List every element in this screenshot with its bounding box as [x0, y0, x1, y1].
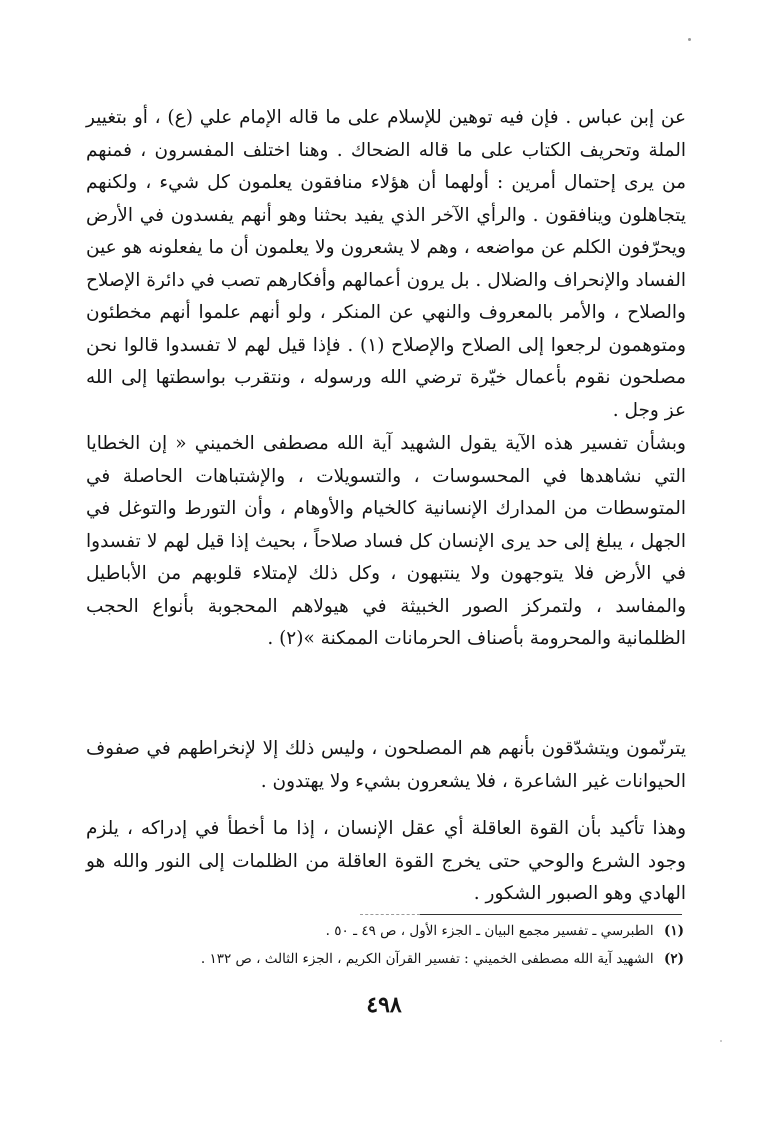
footnote-text: الشهيد آية الله مصطفى الخميني : تفسير القرآن الكريم ، الجزء الثالث ، ص ١٣٢ . [200, 951, 654, 967]
scan-speck [688, 38, 691, 41]
paragraph-1: عن إبن عباس . فإن فيه توهين للإسلام على ما قاله الإمام علي (ع) ، أو بتغيير الملة وتحريف الكتاب على ما قاله الضحاك . وهنا اختلف المفسرون ، فمنهم من يرى إحتمال أمرين : أولهما أن هؤلاء منافقون يعلمون كل شيء ، ولكنهم يتجاهلون وينافقون . والرأي الآخر الذي يفيد بحثنا وهو أنهم يفسدون في الأرض ويحرّفون الكلم عن مواضعه ، وهم لا يشعرون ولا يعلمون أن ما يفعلونه هو عين الفساد والإنحراف والضلال . بل يرون أعمالهم وأفكارهم تصب في دائرة الإصلاح والصلاح ، والأمر بالمعروف والنهي عن المنكر ، ولو أنهم علموا أنهم مخطئون ومتوهمون لرجعوا إلى الصلاح والإصلاح (١) . فإذا قيل لهم لا تفسدوا قالوا نحن مصلحون نقوم بأعمال خيّرة ترضي الله ورسوله ، ونتقرب بواسطتها إلى الله عز وجل . [86, 107, 686, 421]
footnote-text: الطبرسي ـ تفسير مجمع البيان ـ الجزء الأول ، ص ٤٩ ـ ٥٠ . [325, 923, 654, 939]
scan-speck [720, 1040, 722, 1042]
page-number: ٤٩٨ [366, 992, 402, 1018]
paragraph-4: وهذا تأكيد بأن القوة العاقلة أي عقل الإنسان ، إذا ما أخطأ في إدراكه ، يلزم وجود الشرع والوحي حتى يخرج القوة العاقلة من الظلمات إلى النور والله هو الهادي وهو الصبور الشكور . [86, 818, 686, 904]
footnote-2 [160, 948, 684, 970]
paragraph-3: يترنّمون ويتشدّقون بأنهم هم المصلحون ، وليس ذلك إلا لإنخراطهم في صفوف الحيوانات غير الشاعرة ، فلا يشعرون بشيء ولا يهتدون . [86, 738, 686, 792]
footnote-number: (٢) [663, 951, 684, 967]
footnote-separator [420, 914, 682, 915]
paragraph-2: وبشأن تفسير هذه الآية يقول الشهيد آية الله مصطفى الخميني « إن الخطايا التي نشاهدها في المحسوسات ، والتسويلات ، والإشتباهات الحاصلة في المتوسطات من المدارك الإنسانية كالخيام والأوهام ، وأن التورط والتوغل في الجهل ، يبلغ إلى حد يرى الإنسان كل فساد صلاحاً ، بحيث إذا قيل لهم لا تفسدوا في الأرض فلا يتوجهون ولا ينتبهون ، وكل ذلك لإمتلاء قلوبهم من الأباطيل والمفاسد ، ولتمركز الصور الخبيثة في هيولاهم المحجوبة بأنواع الحجب الظلمانية والمحرومة بأصناف الحرمانات الممكنة »(٢) . [86, 433, 686, 649]
footnotes [160, 920, 684, 976]
footnote-1 [160, 920, 684, 942]
footnote-separator-dashed [360, 914, 420, 915]
footnote-number: (١) [663, 923, 684, 939]
